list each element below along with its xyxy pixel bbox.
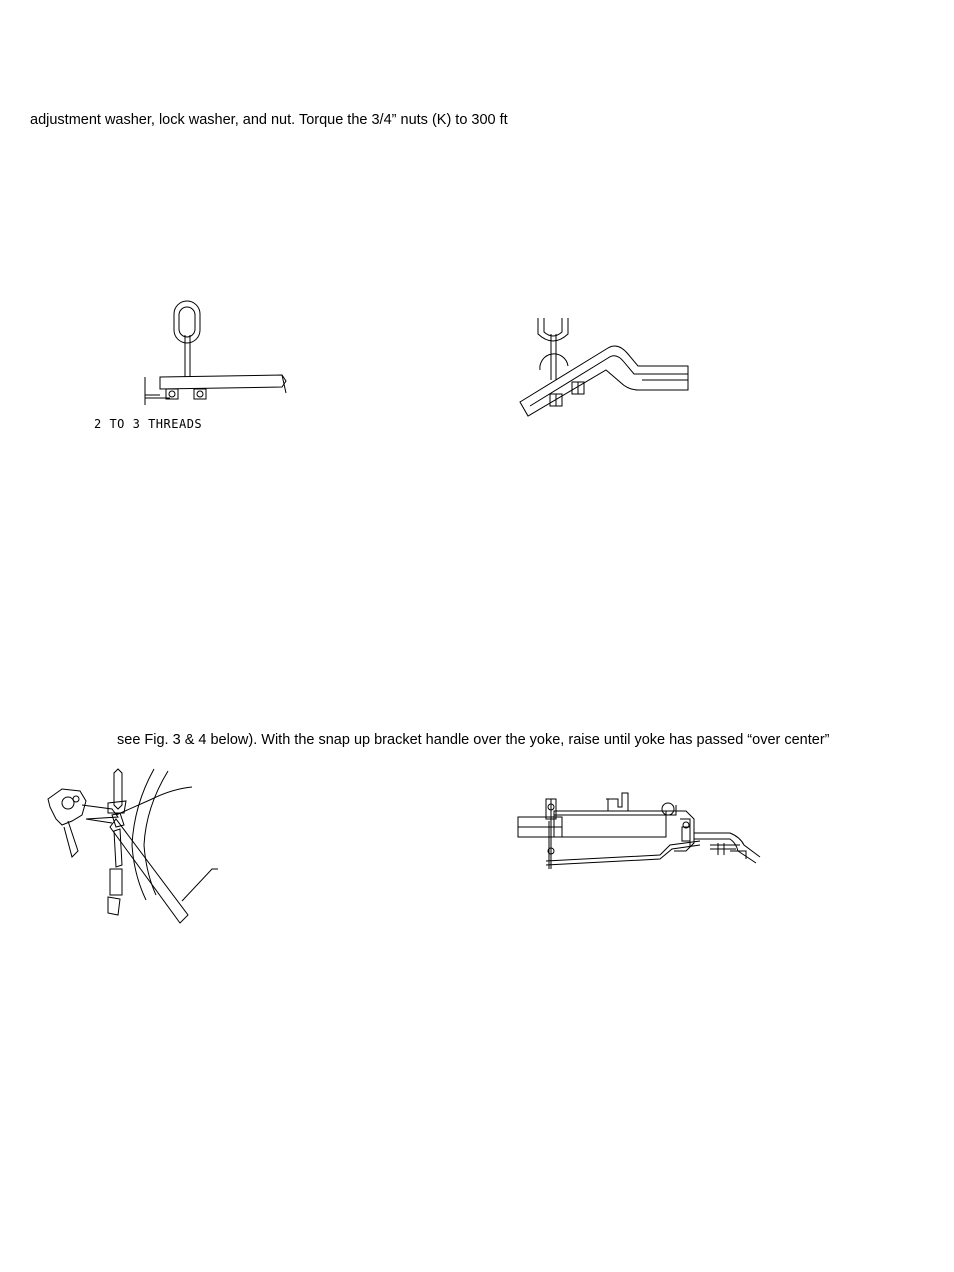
- paragraph-fragment-top: adjustment washer, lock washer, and nut. Torque the 3/4” nuts (K) to 300 ft: [30, 112, 508, 128]
- figure-4-hitch-side-view: [510, 785, 765, 875]
- threads-label: 2 TO 3 THREADS: [94, 417, 203, 431]
- paragraph-fragment-bottom: see Fig. 3 & 4 below). With the snap up bracket handle over the yoke, raise until yoke has passed “over center”: [117, 732, 830, 748]
- figure-3-snap-up-bracket: [42, 765, 242, 930]
- figure-1-chain-bracket: [90, 295, 310, 440]
- figure-2-angled-bracket: [510, 310, 700, 425]
